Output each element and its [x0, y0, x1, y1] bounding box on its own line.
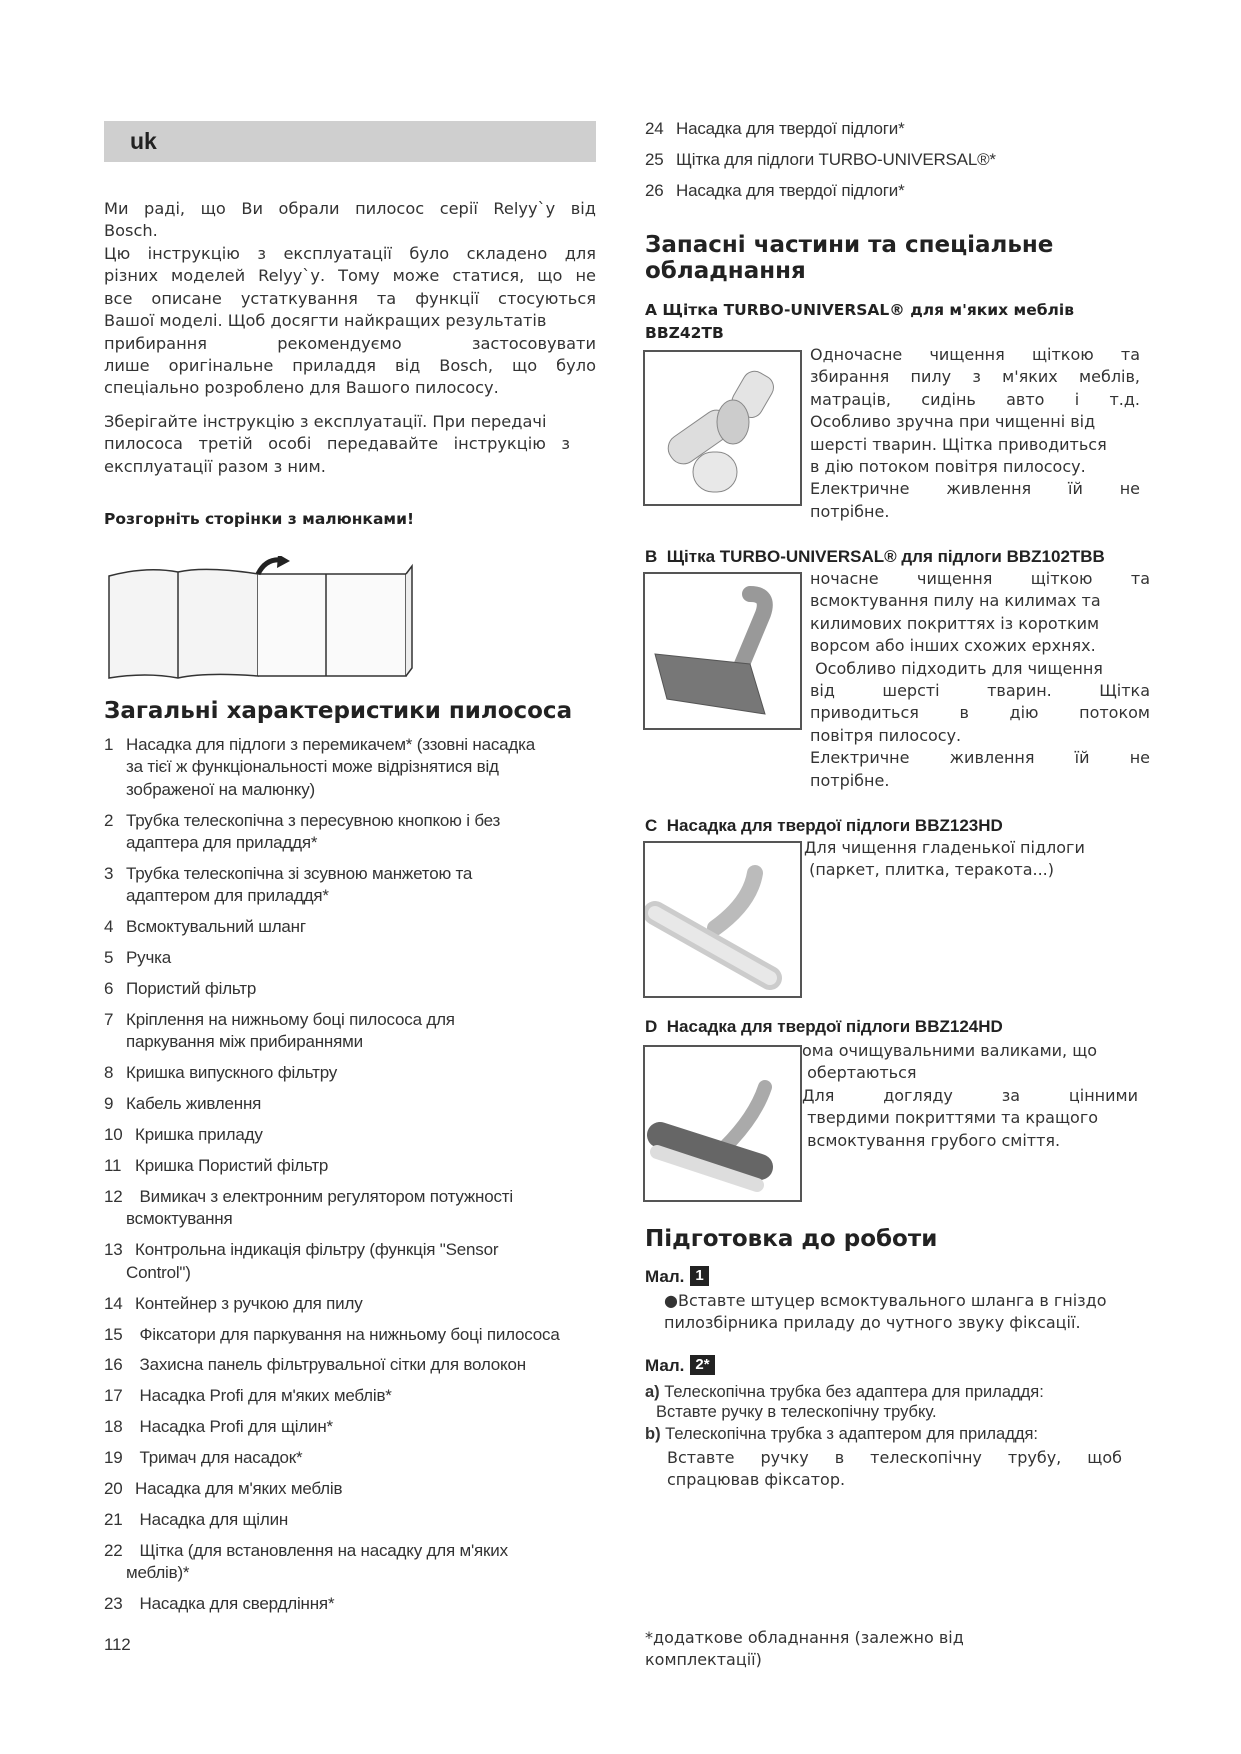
accessory-b-description [810, 568, 1150, 792]
text-line: Ми раді, що Ви обрали пилосос серії Relyy`у від [104, 199, 596, 218]
text-line: ночасне чищення щіткою та [810, 569, 1150, 588]
figure-label-text: Мал. [645, 1356, 685, 1375]
figure-1-instructions [664, 1290, 1144, 1335]
text-line: матраців, сидінь авто і т.д. [810, 389, 1140, 409]
item-number: 14 [104, 1293, 123, 1313]
text-line: всмоктування пилу на килимах та [810, 591, 1101, 611]
text-line: обладнання [645, 258, 806, 284]
intro-paragraph-2 [104, 243, 596, 400]
text-line: приводиться в дію потоком [810, 703, 1150, 723]
parts-list-item [104, 1009, 604, 1054]
text-line: повітря пилососу. [810, 725, 962, 745]
text-line: Зберігайте інструкцію з експлуатації. При передачі [104, 412, 547, 431]
parts-list-item [645, 149, 1145, 171]
parts-list-item [104, 1124, 604, 1146]
item-number: 2 [104, 810, 114, 830]
item-text: Кабель живлення [126, 1094, 262, 1114]
item-text: Вимикач з електронним регулятором потужності [135, 1187, 513, 1206]
item-text: Всмоктувальний шланг [126, 917, 306, 937]
text-line: Bosch. [104, 221, 158, 241]
item-number: 12 [104, 1187, 123, 1206]
text-line: Особливо підходить для чищення [810, 658, 1103, 678]
item-text: Трубка телескопічна з пересувною кнопкою і без [126, 810, 501, 830]
step-a-label: a) [645, 1383, 660, 1401]
figure-2-label [645, 1355, 715, 1378]
item-text: Трубка телескопічна зі зсувною манжетою та [126, 864, 473, 884]
item-number: 5 [104, 948, 114, 968]
item-text: Контейнер з ручкою для пилу [135, 1293, 363, 1313]
text-line: комплектації) [645, 1650, 762, 1670]
hard-floor-nozzle-icon [645, 843, 800, 996]
accessory-b-image [643, 572, 802, 730]
item-number: 18 [104, 1417, 123, 1437]
text-line: C Насадка для твердої підлоги BBZ123HD [645, 816, 1003, 835]
accessory-a-image [643, 350, 802, 506]
text-line: прибирання рекомендуємо застосовувати [104, 333, 596, 353]
parts-list-item [104, 1447, 604, 1469]
item-text-continued: меблів)* [126, 1563, 190, 1583]
item-text: Кришка Пористий фільтр [135, 1156, 329, 1176]
text-line: експлуатації разом з ним. [104, 456, 326, 476]
parts-list-item [645, 180, 1145, 202]
text-line: килимових покриттях із коротким [810, 613, 1100, 633]
item-text: Насадка для твердої підлоги* [676, 119, 905, 138]
text-line: Запасні частини та спеціальне [645, 232, 1054, 258]
item-number: 20 [104, 1479, 123, 1499]
text-line: ворсом або інших схожих ерхнях. [810, 636, 1096, 656]
unfold-pages-note: Розгорніть сторінки з малюнками! [104, 510, 415, 528]
item-text: Кріплення на нижньому боці пилососа для [126, 1010, 455, 1030]
item-text: Насадка Profi для щілин* [135, 1417, 333, 1437]
item-text: Насадка для свердління* [135, 1594, 335, 1614]
item-text: Щітка (для встановлення на насадку для м'яких [135, 1540, 508, 1560]
item-number: 26 [645, 180, 664, 200]
parts-list-item [104, 1385, 604, 1407]
parts-list-item [104, 978, 604, 1000]
item-number: 11 [104, 1156, 122, 1176]
item-text: Тримач для насадок* [135, 1448, 303, 1468]
item-text: Щітка для підлоги TURBO-UNIVERSAL®* [676, 149, 996, 169]
text-line: потрібне. [810, 501, 890, 521]
text-line: Для чищення гладенької підлоги [804, 838, 1085, 857]
figure-1-label [645, 1266, 709, 1289]
item-text-continued: паркування між прибираннями [126, 1032, 363, 1052]
text-line: твердими покриттями та кращого [802, 1108, 1099, 1128]
footnote [645, 1627, 1065, 1672]
overview-title: Загальні характеристики пилососа [104, 698, 573, 724]
accessory-d-image [643, 1045, 802, 1202]
item-number: 21 [104, 1509, 123, 1529]
item-number: 13 [104, 1240, 123, 1260]
parts-list-item [104, 1324, 604, 1346]
parts-list-right [645, 118, 1145, 211]
text-line: Вашої моделі. Щоб досягти найкращих результатів [104, 311, 547, 331]
turbo-brush-upholstery-icon [645, 352, 800, 504]
parts-list-item [104, 734, 604, 801]
parts-list-item [645, 118, 1145, 140]
item-text: Захисна панель фільтрувальної сітки для волокон [135, 1355, 526, 1375]
unfold-pages-illustration [106, 556, 416, 684]
item-number: 15 [104, 1324, 123, 1344]
step-a-title: Телескопічна трубка без адаптера для приладдя: [659, 1383, 1044, 1401]
intro-paragraph-3 [104, 411, 570, 478]
text-line: пилососа третій особі передавайте інструкцію з [104, 434, 570, 454]
text-line: Одночасне чищення щіткою та [810, 345, 1140, 364]
step-b-text [667, 1447, 1122, 1492]
parts-list-item [104, 1593, 604, 1615]
item-number: 10 [104, 1125, 123, 1145]
item-text: Кришка приладу [135, 1125, 263, 1145]
language-header-bar [104, 121, 596, 162]
text-line: різних моделей Relyy`у. Тому може статися, що не [104, 266, 596, 286]
item-text-continued: всмоктування [126, 1209, 233, 1229]
text-line: ●Вставте штуцер всмоктувального шланга в гніздо [664, 1291, 1107, 1310]
item-text-continued: Control") [126, 1262, 191, 1282]
text-line: в дію потоком повітря пилососу. [810, 457, 1086, 477]
accessory-c-description [804, 837, 1144, 882]
text-line: Цю інструкцію з експлуатації було складено для [104, 244, 596, 263]
parts-list-left [104, 734, 604, 1624]
parts-list-item [104, 1186, 604, 1231]
hard-floor-roller-nozzle-icon [645, 1047, 800, 1200]
text-line: ома очищувальними валиками, що [802, 1041, 1098, 1060]
step-b-title: Телескопічна трубка з адаптером для приладдя: [665, 1425, 1039, 1443]
text-line: A Щітка TURBO-UNIVERSAL® для м'яких меблів [645, 301, 1075, 319]
accessory-c-image [643, 841, 802, 998]
parts-list-item [104, 1155, 604, 1177]
parts-list-item [104, 1509, 604, 1531]
figure-number-badge: 1 [690, 1266, 708, 1286]
text-line: спеціально розроблено для Вашого пилососу. [104, 378, 499, 398]
item-text: Насадка для щілин [135, 1509, 289, 1529]
text-line: шерсті тварин. Щітка приводиться [810, 434, 1107, 454]
item-text: Насадка для м'яких меблів [135, 1479, 343, 1499]
item-text: Контрольна індикація фільтру (функція "Sensor [135, 1240, 499, 1260]
item-text-continued: за тієї ж функціональності може відрізнятися від [126, 757, 499, 777]
item-number: 19 [104, 1448, 123, 1468]
step-a-text: Вставте ручку в телескопічну трубку. [656, 1403, 937, 1421]
text-line: спрацював фіксатор. [667, 1470, 846, 1490]
item-text: Насадка Profi для м'яких меблів* [135, 1386, 392, 1406]
text-line: *додаткове обладнання (залежно від [645, 1628, 964, 1647]
prep-title: Підготовка до роботи [645, 1226, 938, 1252]
text-line: пилозбірника приладу до чутного звуку фіксації. [664, 1313, 1081, 1333]
item-text: Фіксатори для паркування на нижньому боці пилососа [135, 1324, 560, 1344]
parts-list-item [104, 1062, 604, 1084]
page-number: 112 [104, 1635, 131, 1654]
item-number: 23 [104, 1594, 123, 1614]
parts-list-item [104, 1293, 604, 1315]
accessory-b-heading [645, 546, 1105, 569]
parts-list-item [104, 863, 604, 908]
parts-list-item [104, 1354, 604, 1376]
parts-list-item [104, 1239, 604, 1284]
item-text: Ручка [126, 948, 171, 968]
item-number: 7 [104, 1010, 114, 1030]
spares-title [645, 232, 1137, 284]
language-code: uk [130, 128, 157, 154]
item-text: Кришка випускного фільтру [126, 1063, 338, 1083]
parts-list-item [104, 947, 604, 969]
text-line: D Насадка для твердої підлоги BBZ124HD [645, 1017, 1003, 1036]
item-number: 17 [104, 1386, 123, 1406]
text-line: BBZ42TB [645, 323, 724, 342]
item-number: 25 [645, 149, 664, 169]
item-text: Пористий фільтр [126, 979, 257, 999]
accessory-d-heading [645, 1016, 1003, 1039]
item-number: 3 [104, 864, 114, 884]
item-text: Насадка для твердої підлоги* [676, 180, 905, 200]
item-number: 9 [104, 1094, 114, 1114]
item-number: 24 [645, 119, 664, 138]
text-line: збирання пилу з м'яких меблів, [810, 367, 1140, 387]
text-line: все описане устаткування та функції стосуються [104, 288, 596, 308]
accessory-a-description [810, 344, 1140, 523]
item-number: 4 [104, 917, 114, 937]
parts-list-item [104, 1416, 604, 1438]
accessory-c-heading [645, 815, 1003, 838]
parts-list-item [104, 1093, 604, 1115]
parts-list-item [104, 810, 604, 855]
item-number: 6 [104, 979, 114, 999]
item-number: 16 [104, 1355, 123, 1375]
parts-list-item [104, 1540, 604, 1585]
intro-paragraph-1 [104, 198, 596, 243]
step-b-label: b) [645, 1425, 661, 1443]
item-text: Насадка для підлоги з перемикачем* (ззовні насадка [126, 735, 535, 754]
text-line: Електричне живлення їй не [810, 748, 1150, 768]
item-number: 1 [104, 735, 114, 754]
figure-number-badge: 2* [690, 1355, 714, 1375]
text-line: Вставте ручку в телескопічну трубу, щоб [667, 1448, 1122, 1467]
turbo-brush-floor-icon [645, 574, 800, 728]
text-line: всмоктування грубого сміття. [802, 1130, 1061, 1150]
text-line: обертаються [802, 1063, 917, 1083]
step-a [645, 1381, 1044, 1403]
parts-list-item [104, 916, 604, 938]
text-line: Для догляду за цінними [802, 1085, 1138, 1105]
text-line: B Щітка TURBO-UNIVERSAL® для підлоги BBZ102TBB [645, 547, 1105, 566]
text-line: Особливо зручна при чищенні від [810, 412, 1096, 432]
step-b [645, 1425, 1038, 1444]
item-number: 22 [104, 1540, 123, 1560]
item-number: 8 [104, 1063, 114, 1083]
accessory-d-description [802, 1040, 1138, 1152]
item-text-continued: адаптером для приладдя* [126, 886, 329, 906]
item-text-continued: зображеної на малюнку) [126, 779, 315, 799]
text-line: (паркет, плитка, теракота...) [804, 860, 1054, 880]
item-text-continued: адаптера для приладдя* [126, 833, 318, 853]
text-line: Електричне живлення їй не [810, 479, 1140, 499]
text-line: лише оригінальне приладдя від Bosch, що було [104, 356, 596, 376]
parts-list-item [104, 1478, 604, 1500]
text-line: від шерсті тварин. Щітка [810, 681, 1150, 701]
text-line: потрібне. [810, 770, 890, 790]
figure-label-text: Мал. [645, 1267, 685, 1286]
accessory-a-heading [645, 299, 1123, 344]
